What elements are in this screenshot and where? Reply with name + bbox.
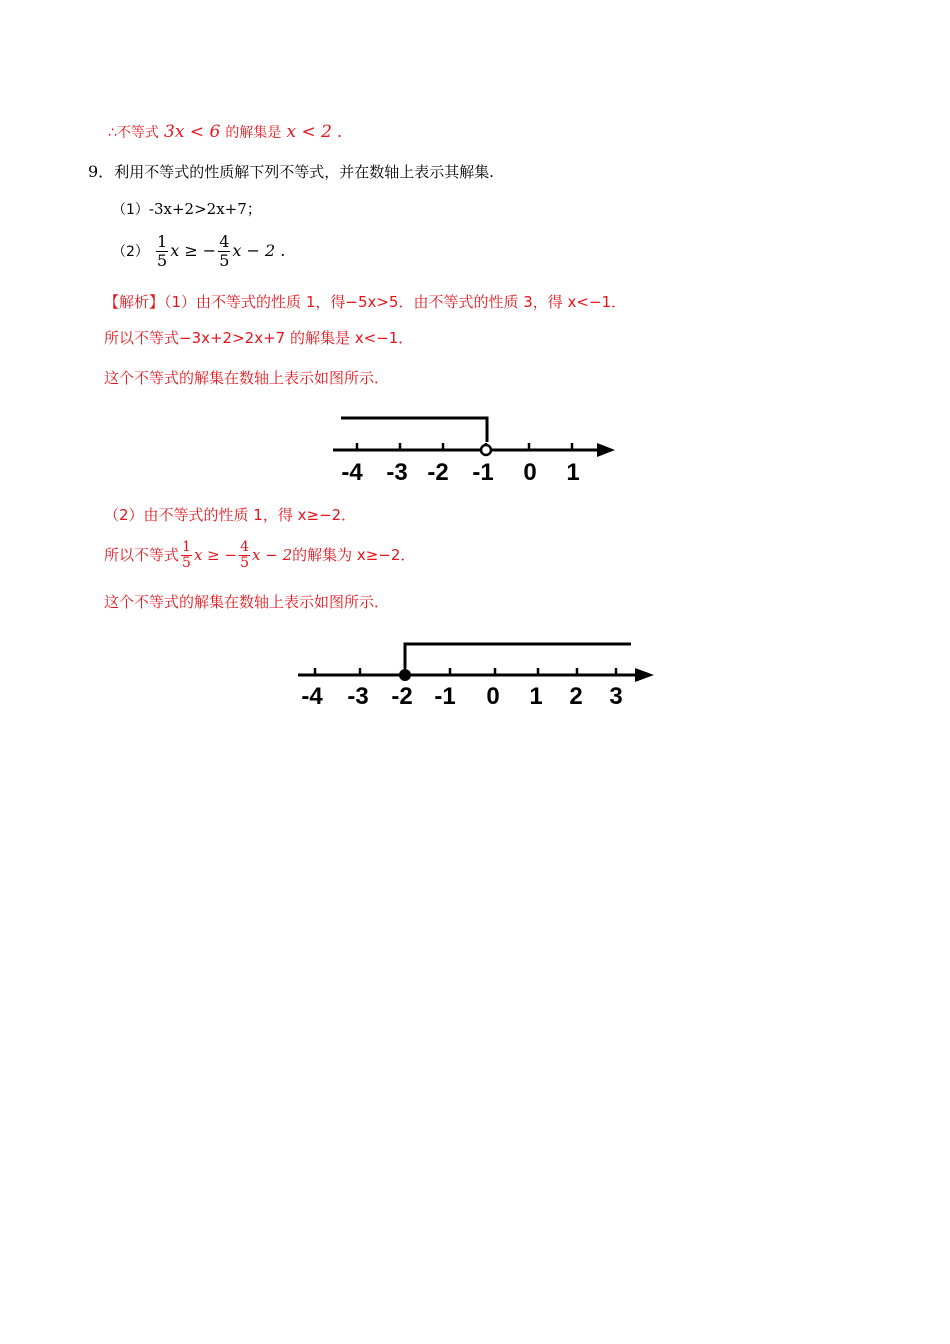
- tick-label: -1: [434, 683, 456, 710]
- conclusion-inequality: 3x < 6: [164, 122, 221, 142]
- part1-inequality: -3x+2>2x+7；: [148, 200, 262, 218]
- axis-arrow: [635, 668, 654, 682]
- solution-part1-line3: 这个不等式的解集在数轴上表示如图所示．: [104, 369, 390, 387]
- problem-9-part2: [112, 230, 285, 272]
- part2-tail: x − 2 .: [232, 241, 286, 260]
- problem-stem-text: 利用不等式的性质解下列不等式，并在数轴上表示其解集.: [114, 163, 494, 181]
- open-point-at-minus-1: [481, 445, 491, 455]
- solution-step1: （1）由不等式的性质 1，得−5x>5．由不等式的性质 3，得 x<−1．: [164, 293, 627, 311]
- tick-label: -2: [427, 459, 449, 486]
- tick-label: -3: [386, 459, 408, 486]
- number-line-2: [290, 636, 660, 716]
- tick-label: 1: [529, 683, 543, 710]
- solution-part1-line2: 所以不等式−3x+2>2x+7 的解集是 x<−1．: [104, 329, 414, 347]
- number-line-1: [325, 412, 625, 492]
- conclusion-end: .: [337, 122, 343, 141]
- conclusion-mid: 的解集是: [225, 125, 282, 141]
- conclusion-solution: x < 2: [286, 122, 332, 142]
- tick-label: 2: [569, 683, 583, 710]
- s2-prefix: 所以不等式: [104, 546, 180, 564]
- fraction-four-fifths: $\frac{4}{5}$: [240, 539, 249, 571]
- fraction-one-fifth: $\frac{1}{5}$: [157, 232, 168, 270]
- problem-number: 9．: [88, 162, 115, 181]
- solution-tag: 【解析】: [104, 293, 165, 311]
- axis-arrow: [597, 443, 615, 457]
- s2-suffix: 的解集为 x≥−2．: [292, 546, 416, 564]
- previous-conclusion: [108, 122, 342, 143]
- tick-label: -2: [391, 683, 413, 710]
- solution-ray-left: [341, 418, 487, 442]
- s2-mid: x ≥ −: [193, 546, 238, 564]
- fraction-four-fifths: $\frac{4}{5}$: [219, 232, 230, 270]
- solution-ray-right: [405, 644, 631, 668]
- problem-9-part1: [112, 199, 262, 220]
- part1-label: （1）: [112, 202, 149, 218]
- s2-tail: x − 2: [252, 546, 293, 564]
- tick-label: -4: [301, 683, 323, 710]
- tick-label: 0: [523, 459, 537, 486]
- tick-label: 3: [609, 683, 623, 710]
- solution-part2-line1: （2）由不等式的性质 1，得 x≥−2．: [104, 506, 357, 524]
- tick-label: -3: [347, 683, 369, 710]
- conclusion-prefix: ∴不等式: [108, 125, 159, 141]
- tick-label: -1: [472, 459, 494, 486]
- part2-mid: x ≥ −: [170, 241, 217, 260]
- solution-part1-line1: [104, 292, 626, 312]
- tick-label: -4: [341, 459, 363, 486]
- closed-point-at-minus-2: [399, 669, 411, 681]
- problem-9-stem: [88, 162, 494, 182]
- part2-label: （2）: [112, 244, 149, 260]
- solution-part2-line2: [104, 534, 415, 576]
- tick-label: 1: [566, 459, 580, 486]
- tick-label: 0: [486, 683, 500, 710]
- solution-part2-line3: 这个不等式的解集在数轴上表示如图所示．: [104, 593, 390, 611]
- fraction-one-fifth: $\frac{1}{5}$: [182, 539, 191, 571]
